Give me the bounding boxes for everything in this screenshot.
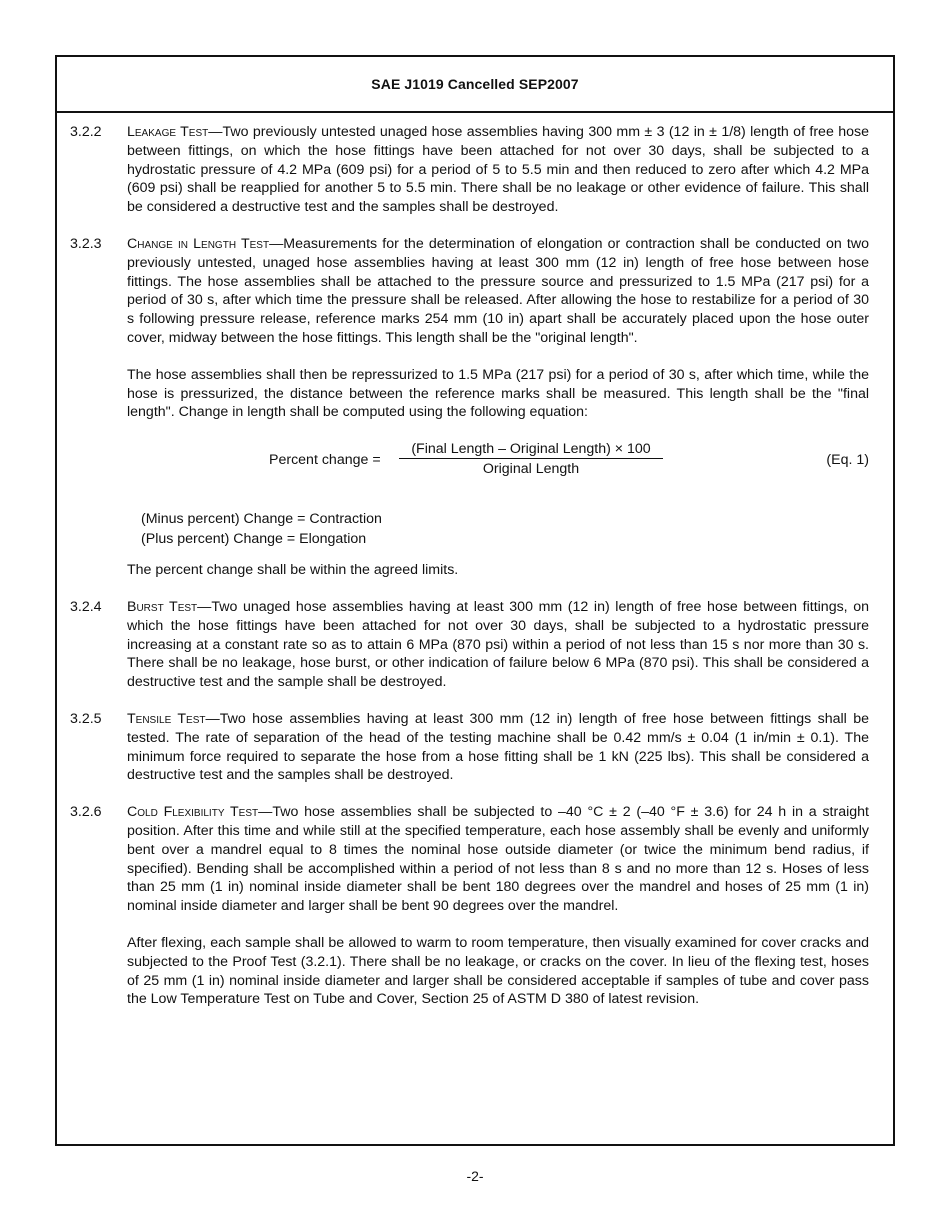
section-heading: Cold Flexibility Test	[127, 804, 259, 821]
section-number: 3.2.2	[70, 124, 102, 140]
document-header	[57, 57, 893, 113]
equation-percent-change	[127, 436, 869, 488]
section-text: Two previously untested unaged hose assemblies having 300 mm ± 3 (12 in ± 1/8) length of free hose between fittings, on which the hose fittings have been attached for not over 30 days, shall be subjected to a hydrostatic pressure of 4.2 MPa (609 psi) for a period of 5 to 5.5 min and then reduced to zero after which 4.2 MPa (609 psi) shall be reapplied for another 5 to 5.5 min. There shall be no leakage or other evidence of failure. This shall be considered a destructive test and the samples shall be destroyed.	[127, 124, 869, 216]
section-text: The percent change shall be within the agreed limits.	[127, 562, 459, 579]
equation-denominator: Original Length	[482, 461, 580, 478]
section-3-2-3: 3.2.3 Change in Length Test—Measurements for the determination of elongation or contraction shall be conducted on two previously untested, unaged hose assemblies having at least 300 mm (12 in) length of free hose between hose fittings. The hose assemblies shall be attached to the pressure source and pressurized to 1.5 MPa (217 psi) for a period of 30 s, after which time the pressure shall be released. After allowing the hose to restabilize for a period of 30 s following pressure release, reference marks 254 mm (10 in) apart shall be accurately placed upon the hose outer cover, midway between the hose fittings. This length shall be the "original length". The hose assemblies shall then be repressurized to 1.5 MPa (217 psi) for a period of 30 s, after which time, while the hose is pressurized, the distance between the reference marks shall be measured. This length shall be the "final length". Change in length shall be computed using the following equation: Percent change = (Final Length – Original Length) × 100 Original Length (Eq. 1) (Minus percent) Change = Contraction (Plus percent) Change = Elongation The percent change shall be within the agreed limits.	[70, 235, 869, 579]
section-text: Two unaged hose assemblies having at least 300 mm (12 in) length of free hose between fittings, on which the hose fittings have been attached for not over 30 days, shall be subjected to a hydrostatic pressure increasing at a constant rate so as to attain 6 MPa (870 psi) within a period of not less than 15 s nor more than 30 s. There shall be no leakage, hose burst, or other indication of failure below 6 MPa (870 psi). This shall be considered a destructive test and the sample shall be destroyed.	[127, 598, 870, 691]
section-text: Two hose assemblies shall be subjected to –40 °C ± 2 (–40 °F ± 3.6) for 24 h in a straight position. After this time and while still at the specified temperature, each hose assembly shall be evenly and uniformly bent over a mandrel equal to 8 times the nominal hose outside diameter (or twice the minimum bend radius, if specified). Bending shall be accomplished within a period of not less than 8 s and no more than 12 s. Hoses of less than 25 mm (1 in) nominal inside diameter shall be bent 180 degrees over the mandrel and hoses of 25 mm (1 in) nominal inside diameter and larger shall be bent 90 degrees over the mandrel.	[127, 804, 869, 915]
section-text: Measurements for the determination of elongation or contraction shall be conducted on two previously untested, unaged hose assemblies having at least 300 mm (12 in) length of free hose between hose fittings. The hose assemblies shall be attached to the pressure source and pressurized to 1.5 MPa (217 psi) for a period of 30 s, after which time the pressure shall be released. After allowing the hose to restabilize for a period of 30 s following pressure release, reference marks 254 mm (10 in) apart shall be accurately placed upon the hose outer cover, midway between the hose fittings. This length shall be the "original length".	[127, 235, 869, 346]
section-heading: Leakage Test	[127, 124, 209, 140]
page-frame	[55, 55, 895, 1146]
section-number: 3.2.5	[70, 710, 102, 727]
section-number: 3.2.4	[70, 598, 102, 615]
equation-fraction	[399, 441, 663, 477]
section-3-2-6: 3.2.6 Cold Flexibility Test—Two hose assemblies shall be subjected to –40 °C ± 2 (–40 °F ± 3.6) for 24 h in a straight position. After this time and while still at the specified temperature, each hose assembly shall be evenly and uniformly bent over a mandrel equal to 8 times the nominal hose outside diameter (or twice the minimum bend radius, if specified). Bending shall be accomplished within a period of not less than 8 s and no more than 12 s. Hoses of less than 25 mm (1 in) nominal inside diameter shall be bent 180 degrees over the mandrel and hoses of 25 mm (1 in) nominal inside diameter and larger shall be bent 90 degrees over the mandrel. After flexing, each sample shall be allowed to warm to room temperature, then visually examined for cover cracks and subjected to the Proof Test (3.2.1). There shall be no leakage, or cracks on the cover. In lieu of the flexing test, hoses of 25 mm (1 in) nominal inside diameter and larger shall be considered acceptable if samples of tube and cover pass the Low Temperature Test on Tube and Cover, Section 25 of ASTM D 380 of latest revision.	[70, 804, 869, 1008]
section-number: 3.2.3	[70, 235, 102, 252]
page-number: -2-	[466, 1168, 484, 1184]
equation-numerator: (Final Length – Original Length) × 100	[399, 441, 663, 459]
equation-label: Percent change =	[269, 452, 381, 469]
note-contraction: (Minus percent) Change = Contraction	[141, 511, 382, 528]
section-heading: Change in Length Test	[127, 235, 270, 252]
section-heading: Burst Test	[127, 598, 198, 615]
equation-reference: (Eq. 1)	[826, 452, 869, 469]
section-3-2-5: 3.2.5 Tensile Test—Two hose assemblies having at least 300 mm (12 in) length of free hose between fittings shall be tested. The rate of separation of the head of the testing machine shall be 0.42 mm/s ± 0.04 (1 in/min ± 0.1). The minimum force required to separate the hose from a hose fitting shall be 1 kN (225 lbs). This shall be considered a destructive test and the samples shall be destroyed.	[70, 710, 869, 784]
document-title: SAE J1019 Cancelled SEP2007	[371, 76, 579, 92]
section-text: The hose assemblies shall then be repressurized to 1.5 MPa (217 psi) for a period of 30 s, after which time, while the hose is pressurized, the distance between the reference marks shall be measured. This length shall be the "final length". Change in length shall be computed using the following equation:	[127, 366, 869, 421]
section-3-2-2: 3.2.2 Leakage Test—Two previously untested unaged hose assemblies having 300 mm ± 3 (12 in ± 1/8) length of free hose between fittings, on which the hose fittings have been attached for not over 30 days, shall be subjected to a hydrostatic pressure of 4.2 MPa (609 psi) for a period of 5 to 5.5 min and then reduced to zero after which 4.2 MPa (609 psi) shall be reapplied for another 5 to 5.5 min. There shall be no leakage or other evidence of failure. This shall be considered a destructive test and the samples shall be destroyed.	[70, 124, 869, 216]
note-elongation: (Plus percent) Change = Elongation	[141, 530, 367, 547]
section-text: After flexing, each sample shall be allowed to warm to room temperature, then visually examined for cover cracks and subjected to the Proof Test (3.2.1). There shall be no leakage, or cracks on the cover. In lieu of the flexing test, hoses of 25 mm (1 in) nominal inside diameter and larger shall be considered acceptable if samples of tube and cover pass the Low Temperature Test on Tube and Cover, Section 25 of ASTM D 380 of latest revision.	[127, 934, 869, 1008]
change-notes	[141, 510, 869, 549]
section-heading: Tensile Test	[127, 710, 206, 727]
section-number: 3.2.6	[70, 804, 102, 821]
section-text: Two hose assemblies having at least 300 mm (12 in) length of free hose between fittings shall be tested. The rate of separation of the head of the testing machine shall be 0.42 mm/s ± 0.04 (1 in/min ± 0.1). The minimum force required to separate the hose from a hose fitting shall be 1 kN (225 lbs). This shall be considered a destructive test and the samples shall be destroyed.	[127, 710, 869, 784]
document-body	[57, 113, 893, 1009]
section-3-2-4: 3.2.4 Burst Test—Two unaged hose assemblies having at least 300 mm (12 in) length of free hose between fittings, on which the hose fittings have been attached for not over 30 days, shall be subjected to a hydrostatic pressure increasing at a constant rate so as to attain 6 MPa (870 psi) within a period of not less than 15 s nor more than 30 s. There shall be no leakage, hose burst, or other indication of failure below 6 MPa (870 psi). This shall be considered a destructive test and the sample shall be destroyed.	[70, 598, 870, 691]
